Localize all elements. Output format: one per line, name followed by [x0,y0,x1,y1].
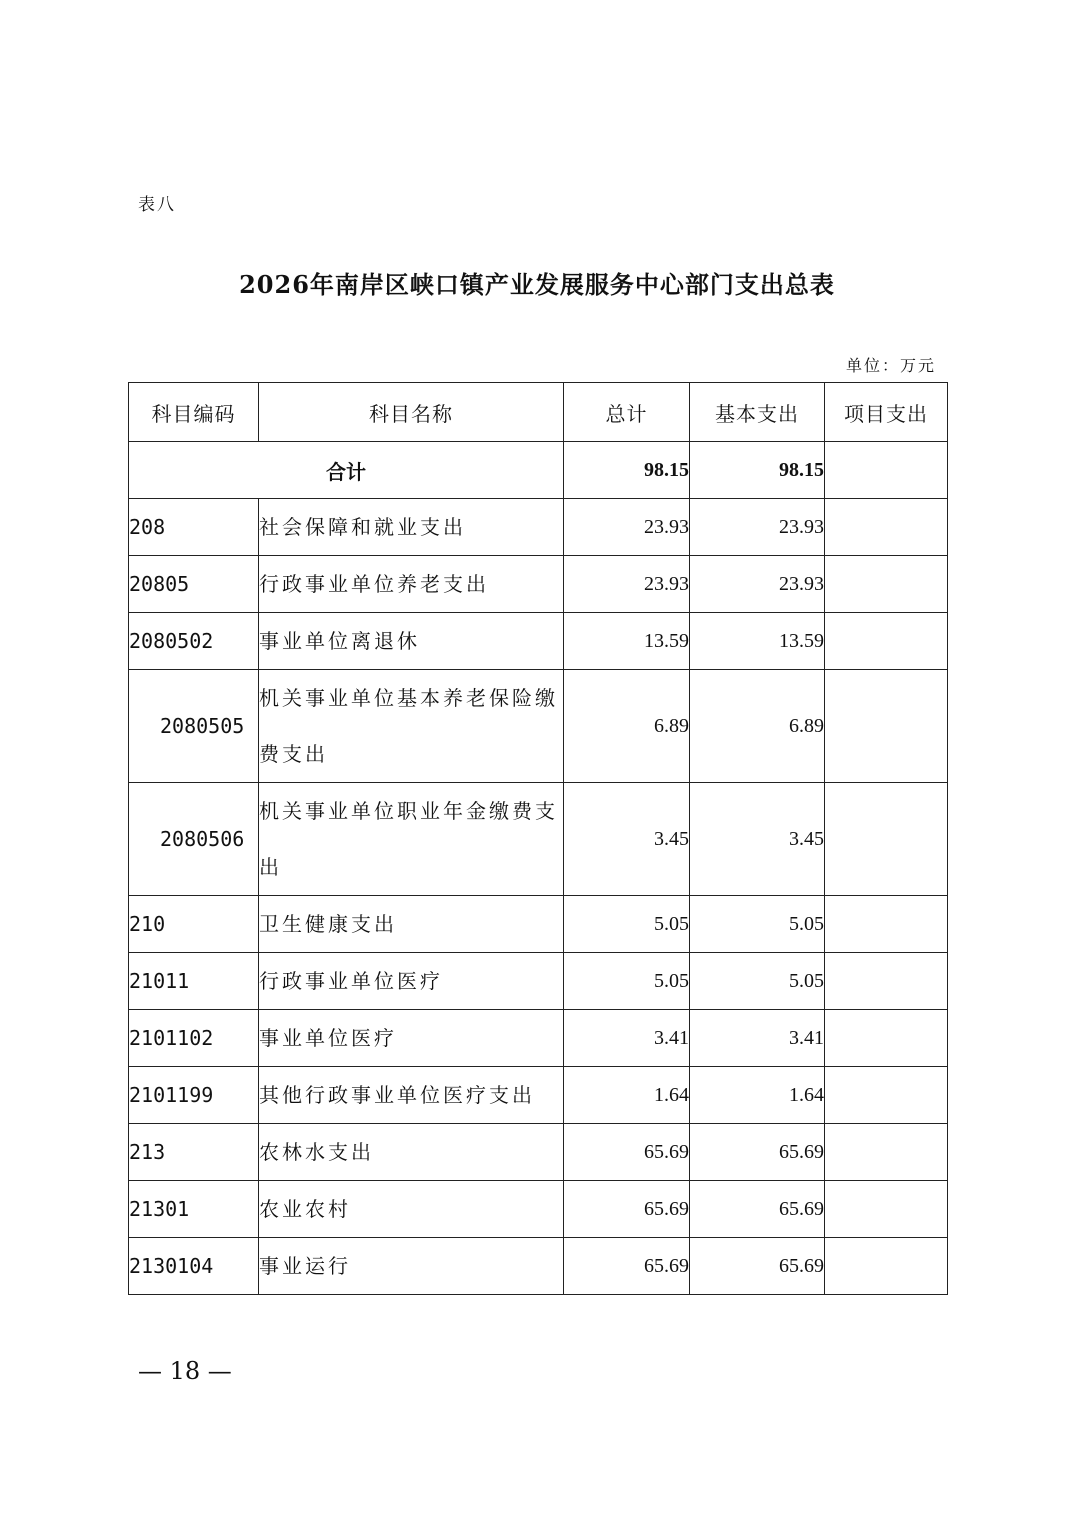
table-header-row [129,383,948,442]
unit-label: 单位：万元 [845,356,936,375]
table-row [129,1238,948,1295]
row-code: 210 [129,896,259,953]
row-project [825,1181,948,1238]
total-project [825,442,948,499]
header-basic: 基本支出 [690,383,825,442]
row-basic: 23.93 [690,556,825,613]
header-code: 科目编码 [129,383,259,442]
row-total: 1.64 [564,1067,690,1124]
row-total: 65.69 [564,1238,690,1295]
row-code: 208 [129,499,259,556]
row-code: 2101199 [129,1067,259,1124]
row-total: 23.93 [564,556,690,613]
row-project [825,613,948,670]
table-label: 表八 [138,195,176,215]
row-project [825,499,948,556]
row-basic: 3.41 [690,1010,825,1067]
row-basic: 5.05 [690,896,825,953]
row-name: 事业单位医疗 [259,1010,564,1067]
row-name: 行政事业单位养老支出 [259,556,564,613]
row-project [825,953,948,1010]
row-basic: 65.69 [690,1238,825,1295]
row-basic: 13.59 [690,613,825,670]
row-total: 23.93 [564,499,690,556]
row-basic: 3.45 [690,783,825,896]
total-row [129,442,948,499]
row-code: 2130104 [129,1238,259,1295]
row-project [825,896,948,953]
table-row [129,670,948,783]
table-row [129,1181,948,1238]
row-code: 21301 [129,1181,259,1238]
table-row [129,556,948,613]
row-project [825,783,948,896]
row-basic: 65.69 [690,1181,825,1238]
table-row [129,1010,948,1067]
row-name: 机关事业单位基本养老保险缴费支出 [259,670,564,783]
row-basic: 6.89 [690,670,825,783]
row-code: 21011 [129,953,259,1010]
total-label: 合计 [129,442,564,499]
row-basic: 5.05 [690,953,825,1010]
total-total: 98.15 [564,442,690,499]
row-code: 2080505 [129,670,259,783]
page-title: 2026年南岸区峡口镇产业发展服务中心部门支出总表 [239,270,835,299]
row-name: 农林水支出 [259,1124,564,1181]
row-total: 65.69 [564,1124,690,1181]
row-code: 20805 [129,556,259,613]
expenditure-table [128,382,948,1295]
row-code: 2080502 [129,613,259,670]
row-basic: 1.64 [690,1067,825,1124]
row-name: 农业农村 [259,1181,564,1238]
row-total: 5.05 [564,896,690,953]
table-row [129,613,948,670]
row-basic: 23.93 [690,499,825,556]
row-total: 6.89 [564,670,690,783]
header-name: 科目名称 [259,383,564,442]
row-basic: 65.69 [690,1124,825,1181]
table-row [129,896,948,953]
header-total: 总计 [564,383,690,442]
row-project [825,1124,948,1181]
row-name: 卫生健康支出 [259,896,564,953]
row-project [825,670,948,783]
total-basic: 98.15 [690,442,825,499]
table-row [129,1124,948,1181]
row-project [825,556,948,613]
row-name: 行政事业单位医疗 [259,953,564,1010]
row-total: 65.69 [564,1181,690,1238]
row-name: 事业运行 [259,1238,564,1295]
row-code: 2080506 [129,783,259,896]
row-name: 事业单位离退休 [259,613,564,670]
row-name: 机关事业单位职业年金缴费支出 [259,783,564,896]
page-number: — 18 — [138,1357,232,1385]
row-name: 社会保障和就业支出 [259,499,564,556]
row-total: 3.41 [564,1010,690,1067]
table-row [129,783,948,896]
row-total: 13.59 [564,613,690,670]
row-project [825,1238,948,1295]
table-row [129,499,948,556]
header-project: 项目支出 [825,383,948,442]
row-code: 2101102 [129,1010,259,1067]
table-row [129,1067,948,1124]
table-row [129,953,948,1010]
row-project [825,1010,948,1067]
row-code: 213 [129,1124,259,1181]
row-total: 3.45 [564,783,690,896]
row-name: 其他行政事业单位医疗支出 [259,1067,564,1124]
row-total: 5.05 [564,953,690,1010]
row-project [825,1067,948,1124]
